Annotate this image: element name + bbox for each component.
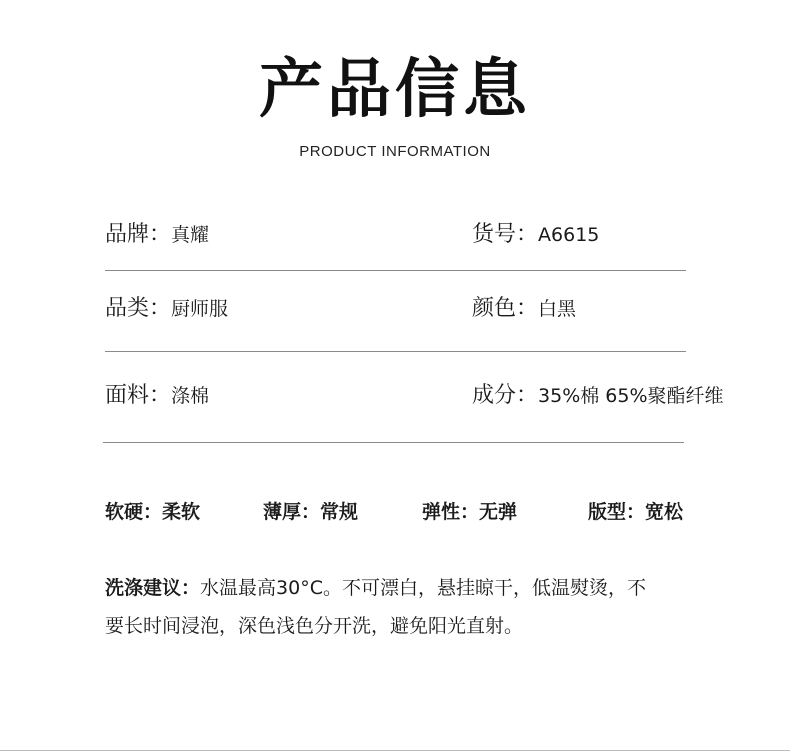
thickness-value: 常规	[320, 501, 359, 523]
care-instructions-line-1	[105, 568, 705, 608]
color-label: 颜色：	[472, 296, 539, 321]
fabric-label: 面料：	[105, 383, 172, 408]
brand-label: 品牌：	[105, 222, 172, 247]
softness-value: 柔软	[162, 501, 201, 523]
thickness-attribute	[263, 498, 358, 526]
item-number-label: 货号：	[472, 222, 539, 247]
care-label: 洗涤建议：	[105, 577, 201, 599]
care-instructions-line-2	[105, 606, 705, 646]
color-field	[472, 294, 576, 324]
divider-line	[103, 442, 684, 443]
page-title: 产品信息	[259, 53, 531, 127]
category-field	[105, 294, 228, 324]
composition-field	[472, 381, 724, 411]
divider-line	[105, 270, 686, 271]
fit-value: 宽松	[645, 501, 684, 523]
brand-field	[105, 220, 209, 250]
category-value: 厨师服	[171, 298, 229, 320]
fabric-field	[105, 381, 209, 411]
fit-label: 版型：	[588, 501, 646, 523]
composition-value: 35%棉 65%聚酯纤维	[538, 385, 724, 407]
care-text-1: 水温最高30°C。不可漂白，悬挂晾干，低温熨烫，不	[200, 577, 646, 599]
brand-value: 真耀	[171, 224, 210, 246]
category-label: 品类：	[105, 296, 172, 321]
divider-line	[105, 351, 686, 352]
composition-label: 成分：	[472, 383, 539, 408]
care-text-2: 要长时间浸泡，深色浅色分开洗，避免阳光直射。	[105, 615, 524, 637]
softness-label: 软硬：	[105, 501, 163, 523]
softness-attribute	[105, 498, 200, 526]
elasticity-label: 弹性：	[422, 501, 480, 523]
page-subtitle: PRODUCT INFORMATION	[299, 143, 491, 160]
color-value: 白黑	[538, 298, 577, 320]
elasticity-value: 无弹	[479, 501, 518, 523]
fit-attribute	[588, 498, 683, 526]
bottom-divider	[0, 750, 790, 751]
elasticity-attribute	[422, 498, 517, 526]
item-number-field	[472, 220, 599, 250]
fabric-value: 涤棉	[171, 385, 210, 407]
item-number-value: A6615	[538, 224, 600, 246]
thickness-label: 薄厚：	[263, 501, 321, 523]
